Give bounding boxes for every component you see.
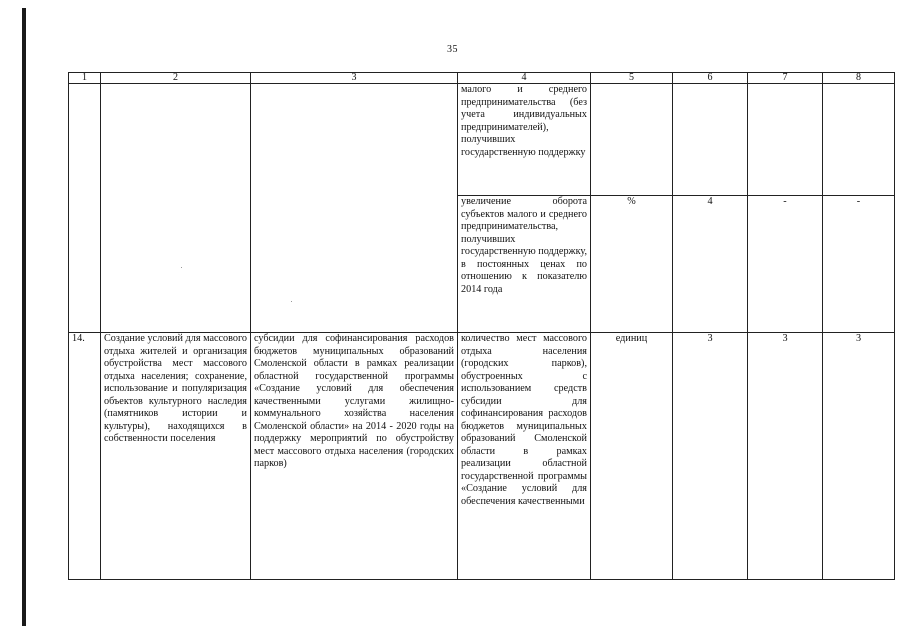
scan-edge-bar [22, 8, 26, 626]
cell-value-6: 3 [673, 333, 748, 580]
column-header: 6 [673, 73, 748, 84]
cell-measure [101, 84, 251, 333]
cell-funding [251, 84, 458, 333]
cell-value-6 [673, 84, 748, 196]
cell-funding: субсидии для софинансирования расходов бюджетов муниципальных образований Смоленской области в рамках реализации областной государственной программы «Создание условий для обеспечения качественными услугами жилищно-коммунального хозяйства населения Смоленской области» на 2014 - 2020 годы на поддержку мероприятий по обустройству мест массового отдыха населения (городских парков) [251, 333, 458, 580]
column-header: 7 [748, 73, 823, 84]
table-row [69, 333, 895, 580]
column-number-row [69, 73, 895, 84]
scan-speck [181, 267, 182, 268]
scan-speck [291, 301, 292, 302]
cell-value-7 [748, 84, 823, 196]
column-header: 8 [823, 73, 895, 84]
page-number: 35 [447, 44, 458, 55]
cell-unit: % [591, 196, 673, 333]
cell-unit [591, 84, 673, 196]
cell-value-6: 4 [673, 196, 748, 333]
cell-value-8 [823, 84, 895, 196]
table-row [69, 84, 895, 196]
cell-value-7: - [748, 196, 823, 333]
column-header: 4 [458, 73, 591, 84]
column-header: 5 [591, 73, 673, 84]
cell-row-number: 14. [69, 333, 101, 580]
cell-measure: Создание условий для массового отдыха жителей и организация обустройства мест массового отдыха населения; сохранение, использование и популяризация объектов культурного наследия (памятников истории и культуры), находящихся в собственности поселения [101, 333, 251, 580]
cell-indicator: малого и среднего предпринимательства (без учета индивидуальных предпринимателей), получивших государственную поддержку [458, 84, 591, 196]
cell-indicator: количество мест массового отдыха населения (городских парков), обустроенных с использованием средств субсидии для софинансирования расходов бюджетов муниципальных образований Смоленской области в рамках реализации областной государственной программы «Создание условий для обеспечения качественными [458, 333, 591, 580]
cell-unit: единиц [591, 333, 673, 580]
program-table [68, 72, 895, 580]
cell-value-7: 3 [748, 333, 823, 580]
column-header: 1 [69, 73, 101, 84]
column-header: 3 [251, 73, 458, 84]
column-header: 2 [101, 73, 251, 84]
cell-row-number [69, 84, 101, 333]
cell-value-8: 3 [823, 333, 895, 580]
cell-indicator: увеличение оборота субъектов малого и среднего предпринимательства, получивших государственную поддержку, в постоянных ценах по отношению к показателю 2014 года [458, 196, 591, 333]
cell-value-8: - [823, 196, 895, 333]
